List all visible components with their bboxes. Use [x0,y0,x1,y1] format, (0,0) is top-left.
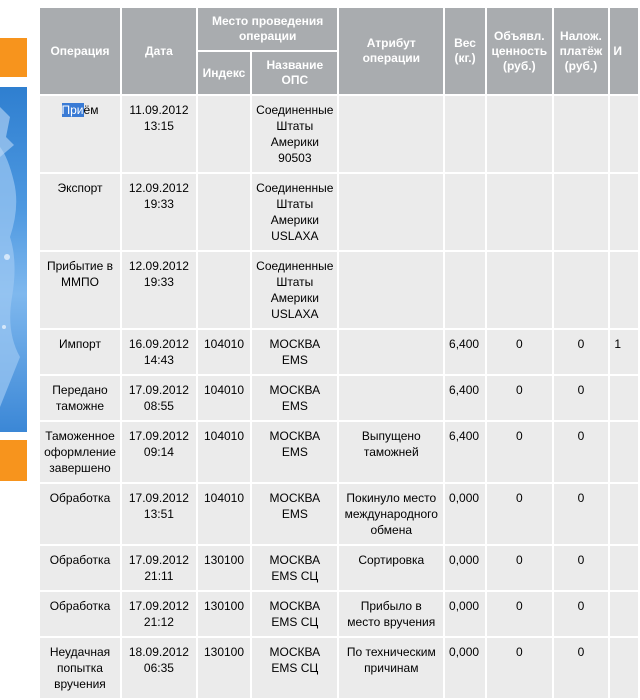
header-extra: И [610,8,638,94]
date-cell: 17.09.2012 21:12 [122,592,196,636]
index-cell: 104010 [198,376,250,420]
orange-nav-tab[interactable] [0,38,27,77]
declared-value-cell: 0 [487,422,551,482]
index-cell: 130100 [198,546,250,590]
operation-cell: Приём [40,96,120,172]
extra-cell [610,174,638,250]
extra-cell: 1 [610,330,638,374]
index-cell: 130100 [198,638,250,698]
date-cell: 17.09.2012 13:51 [122,484,196,544]
date-cell: 17.09.2012 21:11 [122,546,196,590]
extra-cell [610,546,638,590]
weight-cell: 0,000 [445,592,485,636]
declared-value-cell: 0 [487,484,551,544]
header-cod: Налож. платёж (руб.) [554,8,609,94]
weight-cell: 6,400 [445,422,485,482]
attribute-cell [339,174,443,250]
declared-value-cell: 0 [487,376,551,420]
operation-cell: Передано таможне [40,376,120,420]
weight-cell [445,96,485,172]
declared-value-cell [487,96,551,172]
declared-value-cell: 0 [487,330,551,374]
weight-cell: 0,000 [445,638,485,698]
weight-cell: 0,000 [445,484,485,544]
selected-text[interactable]: При [61,103,84,117]
cod-cell: 0 [554,376,609,420]
table-row [40,592,638,636]
operation-cell: Экспорт [40,174,120,250]
operation-cell: Обработка [40,484,120,544]
table-row [40,252,638,328]
table-row [40,638,638,698]
operation-cell: Обработка [40,546,120,590]
index-cell: 104010 [198,484,250,544]
date-cell: 18.09.2012 06:35 [122,638,196,698]
operation-cell: Неудачная попытка вручения [40,638,120,698]
ops-name-cell: МОСКВА EMS [252,330,337,374]
header-operation: Операция [40,8,120,94]
weight-cell: 6,400 [445,330,485,374]
extra-cell [610,252,638,328]
header-declared-value: Объявл. ценность (руб.) [487,8,551,94]
index-cell: 130100 [198,592,250,636]
extra-cell [610,376,638,420]
ops-name-cell: МОСКВА EMS [252,376,337,420]
tracking-table [38,6,640,700]
extra-cell [610,484,638,544]
weight-cell: 0,000 [445,546,485,590]
attribute-cell [339,252,443,328]
ops-name-cell: Соединенные Штаты Америки USLAXA [252,174,337,250]
cod-cell: 0 [554,592,609,636]
extra-cell [610,422,638,482]
cod-cell: 0 [554,330,609,374]
date-cell: 17.09.2012 08:55 [122,376,196,420]
declared-value-cell: 0 [487,638,551,698]
cod-cell [554,252,609,328]
table-row [40,422,638,482]
weight-cell: 6,400 [445,376,485,420]
date-cell: 12.09.2012 19:33 [122,252,196,328]
cod-cell [554,174,609,250]
table-row [40,484,638,544]
header-index: Индекс [198,52,250,94]
ops-name-cell: МОСКВА EMS СЦ [252,546,337,590]
attribute-cell [339,96,443,172]
declared-value-cell [487,252,551,328]
extra-cell [610,96,638,172]
header-ops-name: Название ОПС [252,52,337,94]
ops-name-cell: МОСКВА EMS [252,484,337,544]
map-banner [0,87,27,432]
cod-cell: 0 [554,422,609,482]
left-sidebar [0,0,27,684]
attribute-cell [339,330,443,374]
table-row [40,96,638,172]
table-row [40,546,638,590]
declared-value-cell: 0 [487,592,551,636]
cod-cell: 0 [554,638,609,698]
table-row [40,376,638,420]
ops-name-cell: Соединенные Штаты Америки USLAXA [252,252,337,328]
attribute-cell: Выпущено таможней [339,422,443,482]
cod-cell: 0 [554,546,609,590]
ops-name-cell: МОСКВА EMS [252,422,337,482]
table-row [40,174,638,250]
operation-cell: Таможенное оформление завершено [40,422,120,482]
date-cell: 11.09.2012 13:15 [122,96,196,172]
weight-cell [445,174,485,250]
date-cell: 12.09.2012 19:33 [122,174,196,250]
index-cell [198,96,250,172]
attribute-cell: Сортировка [339,546,443,590]
cod-cell: 0 [554,484,609,544]
header-weight: Вес (кг.) [445,8,485,94]
ops-name-cell: Соединенные Штаты Америки 90503 [252,96,337,172]
attribute-cell [339,376,443,420]
index-cell [198,252,250,328]
operation-cell: Импорт [40,330,120,374]
header-attribute: Атрибут операции [339,8,443,94]
header-place: Место проведения операции [198,8,338,50]
operation-cell: Прибытие в ММПО [40,252,120,328]
index-cell [198,174,250,250]
weight-cell [445,252,485,328]
index-cell: 104010 [198,422,250,482]
ops-name-cell: МОСКВА EMS СЦ [252,592,337,636]
date-cell: 17.09.2012 09:14 [122,422,196,482]
attribute-cell: Покинуло место международного обмена [339,484,443,544]
ops-name-cell: МОСКВА EMS СЦ [252,638,337,698]
extra-cell [610,592,638,636]
declared-value-cell: 0 [487,546,551,590]
cod-cell [554,96,609,172]
operation-cell: Обработка [40,592,120,636]
attribute-cell: По техническим причинам [339,638,443,698]
attribute-cell: Прибыло в место вручения [339,592,443,636]
orange-nav-tab[interactable] [0,440,27,481]
index-cell: 104010 [198,330,250,374]
date-cell: 16.09.2012 14:43 [122,330,196,374]
extra-cell [610,638,638,698]
header-date: Дата [122,8,196,94]
declared-value-cell [487,174,551,250]
table-row [40,330,638,374]
